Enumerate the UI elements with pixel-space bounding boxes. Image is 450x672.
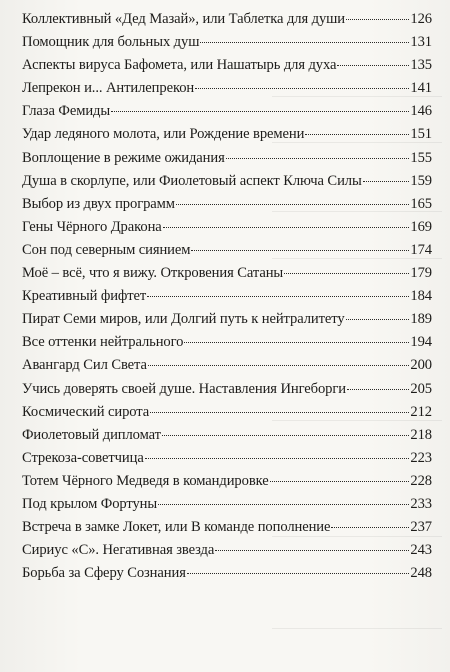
toc-entry [22,126,432,149]
toc-entry-page: 165 [410,195,432,212]
toc-entry [22,311,432,334]
toc-entry [22,219,432,242]
toc-entry-title: Тотем Чёрного Медведя в командировке [22,472,269,489]
toc-entry-title: Лепрекон и... Антилепрекон [22,80,195,97]
toc-entry-page: 223 [410,449,432,466]
toc-entry [22,196,432,219]
toc-dot-leader [270,481,409,482]
toc-entry-page: 179 [410,265,432,282]
toc-dot-leader [184,342,409,343]
toc-entry-title: Аспекты вируса Бафомета, или Нашатырь для духа [22,57,337,74]
toc-entry-page: 151 [410,126,432,143]
toc-entry-title: Встреча в замке Локет, или В команде пополнение [22,519,331,536]
toc-entry [22,357,432,380]
toc-entry [22,381,432,404]
toc-dot-leader [337,65,409,66]
toc-dot-leader [187,573,409,574]
toc-entry-title: Душа в скорлупе, или Фиолетовый аспект Ключа Силы [22,172,362,189]
toc-dot-leader [195,88,409,89]
toc-entry [22,173,432,196]
toc-dot-leader [346,319,409,320]
toc-entry-title: Моё – всё, что я вижу. Откровения Сатаны [22,265,284,282]
toc-entry [22,427,432,450]
toc-entry-page: 248 [410,565,432,582]
toc-entry-title: Удар ледяного молота, или Рождение времени [22,126,305,143]
toc-entry [22,565,432,588]
toc-dot-leader [215,550,409,551]
toc-entry-page: 189 [410,311,432,328]
toc-entry-page: 169 [410,218,432,235]
toc-entry-title: Учись доверять своей душе. Наставления Ингеборги [22,380,346,397]
toc-entry [22,34,432,57]
toc-entry-page: 237 [410,519,432,536]
toc-dot-leader [347,389,409,390]
toc-entry [22,150,432,173]
toc-entry [22,242,432,265]
toc-entry [22,288,432,311]
toc-entry [22,519,432,542]
toc-entry [22,404,432,427]
toc-entry-title: Стрекоза-советчица [22,449,144,466]
toc-entry-title: Под крылом Фортуны [22,495,158,512]
toc-entry-page: 131 [410,34,432,51]
toc-entry [22,103,432,126]
toc-entry-title: Коллективный «Дед Мазай», или Таблетка для души [22,11,346,27]
toc-entry-page: 184 [410,288,432,305]
toc-entry [22,334,432,357]
toc-entry [22,496,432,519]
toc-entry-page: 200 [410,357,432,374]
toc-entry-page: 218 [410,426,432,443]
toc-dot-leader [162,435,409,436]
toc-dot-leader [158,504,409,505]
toc-entry-title: Воплощение в режиме ожидания [22,149,225,166]
toc-entry-title: Космический сирота [22,403,150,420]
toc-dot-leader [363,181,409,182]
toc-entry [22,473,432,496]
toc-entry-title: Сон под северным сиянием [22,241,191,258]
toc-dot-leader [150,412,409,413]
toc-entry-title: Выбор из двух программ [22,195,175,212]
toc-dot-leader [147,296,409,297]
toc-entry [22,57,432,80]
toc-entry-title: Сириус «С». Негативная звезда [22,542,215,559]
toc-dot-leader [111,111,409,112]
toc-entry-page: 141 [410,80,432,97]
toc-entry-page: 233 [410,495,432,512]
toc-entry-title: Гены Чёрного Дракона [22,218,162,235]
toc-entry-page: 126 [410,11,432,27]
toc-dot-leader [163,227,409,228]
toc-entry-title: Борьба за Сферу Сознания [22,565,186,582]
toc-dot-leader [346,19,409,20]
toc-entry-title: Фиолетовый дипломат [22,426,161,443]
toc-entry-page: 155 [410,149,432,166]
toc-dot-leader [145,458,409,459]
toc-entry-page: 194 [410,334,432,351]
toc-entry-page: 205 [410,380,432,397]
toc-entry [22,450,432,473]
toc-entry-title: Пират Семи миров, или Долгий путь к нейтралитету [22,311,345,328]
toc-entry [22,542,432,565]
toc-entry-title: Авангард Сил Света [22,357,147,374]
toc-dot-leader [305,134,409,135]
toc-entry [22,265,432,288]
toc-entry-title: Все оттенки нейтрального [22,334,184,351]
toc-dot-leader [148,365,409,366]
show-through-line [272,628,442,629]
toc-dot-leader [200,42,409,43]
toc-entry [22,11,432,34]
toc-dot-leader [226,158,409,159]
table-of-contents [22,11,432,588]
toc-entry-title: Креативный фифтет [22,288,147,305]
toc-entry-page: 135 [410,57,432,74]
toc-entry-page: 243 [410,542,432,559]
toc-entry-title: Помощник для больных душ [22,34,200,51]
toc-entry-page: 212 [410,403,432,420]
toc-dot-leader [331,527,409,528]
toc-entry-title: Глаза Фемиды [22,103,111,120]
toc-entry-page: 228 [410,472,432,489]
toc-dot-leader [284,273,409,274]
toc-entry-page: 174 [410,241,432,258]
toc-dot-leader [176,204,409,205]
toc-entry [22,80,432,103]
toc-dot-leader [191,250,409,251]
toc-entry-page: 159 [410,172,432,189]
toc-entry-page: 146 [410,103,432,120]
